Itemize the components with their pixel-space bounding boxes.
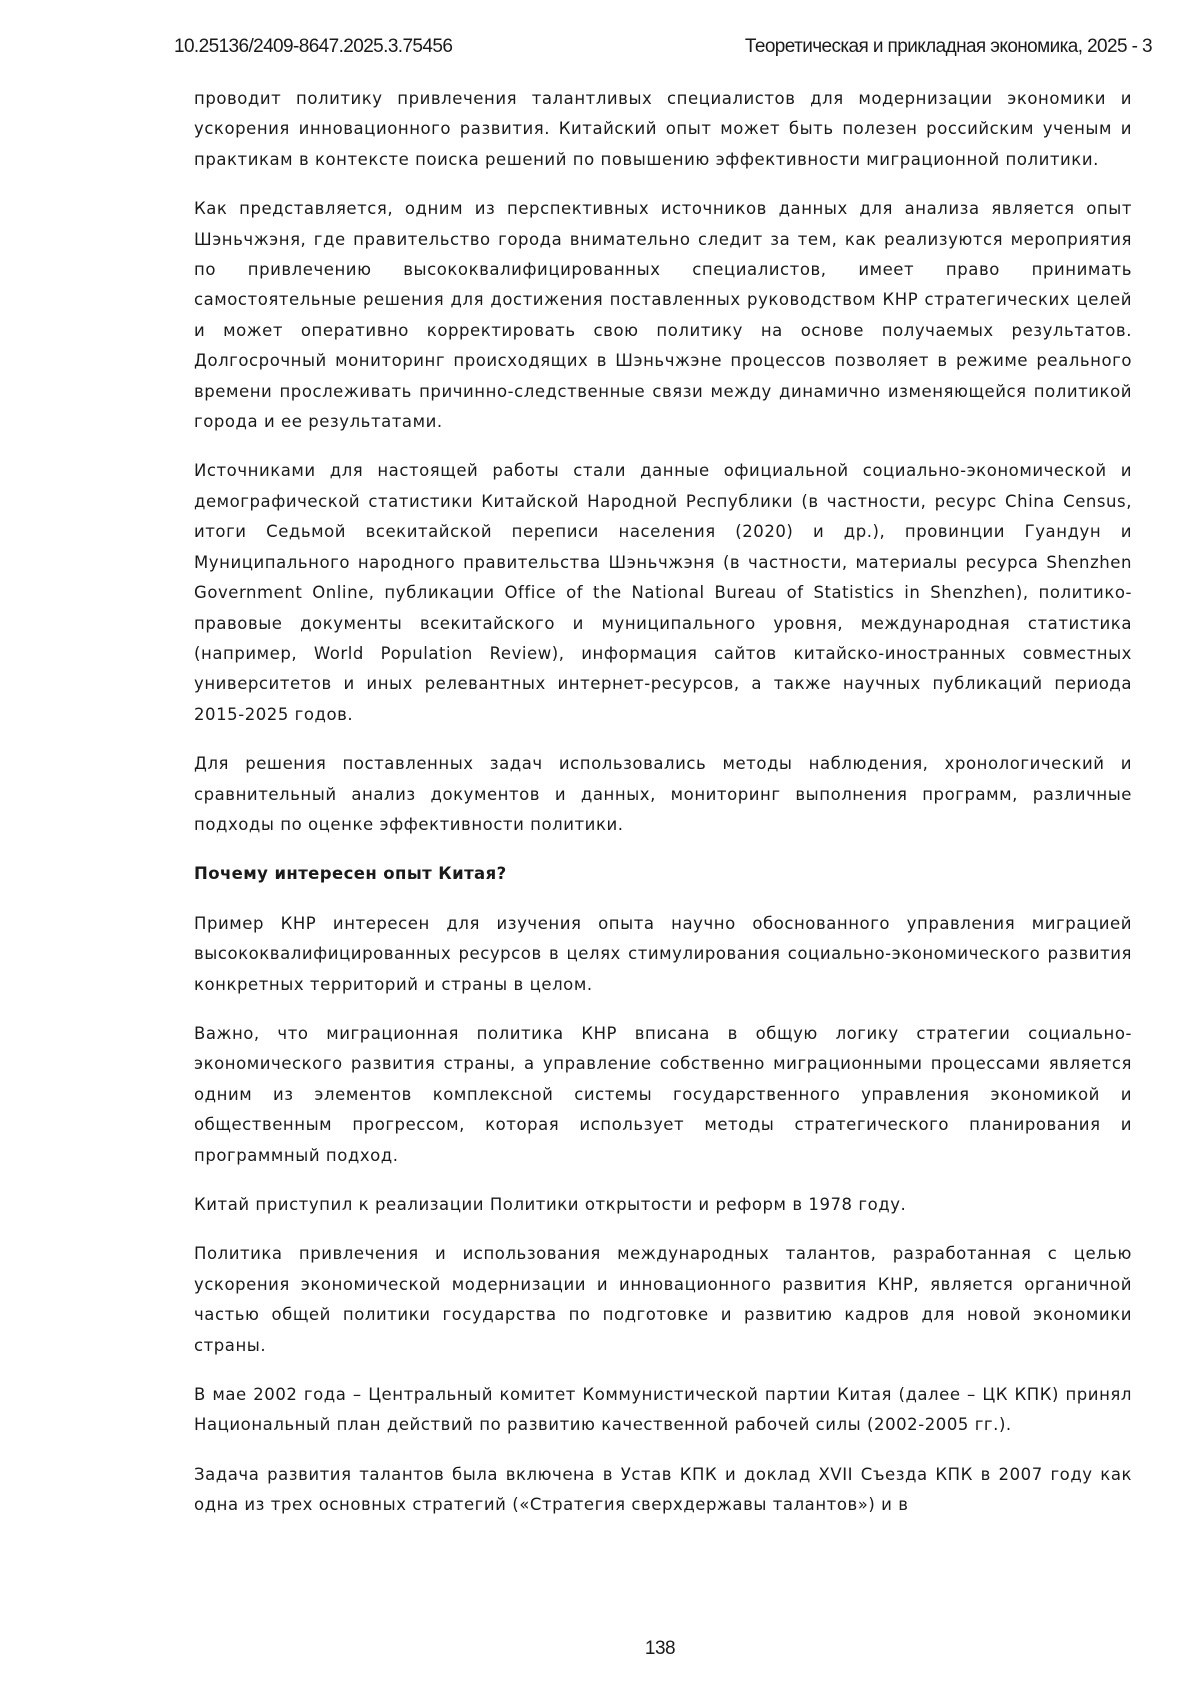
paragraph: Политика привлечения и использования международных талантов, разработанная с целью ускорения экономической модернизации и инновационного развития КНР, является органичной частью общей политики государства по подготовке и развитию кадров для новой экономики страны. [194,1239,1132,1361]
doi-text: 10.25136/2409-8647.2025.3.75456 [174,36,452,58]
paragraph: проводит политику привлечения талантливых специалистов для модернизации экономики и ускорения инновационного развития. Китайский опыт может быть полезен российским ученым и практикам в контексте поиска решений по повышению эффективности миграционной политики. [194,84,1132,175]
paragraph: В мае 2002 года – Центральный комитет Коммунистической партии Китая (далее – ЦК КПК) принял Национальный план действий по развитию качественной рабочей силы (2002-2005 гг.). [194,1380,1132,1441]
running-header [174,36,1152,58]
paragraph: Важно, что миграционная политика КНР вписана в общую логику стратегии социально-экономического развития страны, а управление собственно миграционными процессами является одним из элементов комплексной системы государственного управления экономикой и общественным прогрессом, которая использует методы стратегического планирования и программный подход. [194,1019,1132,1171]
page-number: 138 [0,1638,1200,1660]
paragraph: Пример КНР интересен для изучения опыта научно обоснованного управления миграцией высококвалифицированных ресурсов в целях стимулирования социально-экономического развития конкретных территорий и страны в целом. [194,909,1132,1000]
paragraph: Как представляется, одним из перспективных источников данных для анализа является опыт Шэньчжэня, где правительство города внимательно следит за тем, как реализуются мероприятия по привлечению высококвалифицированных специалистов, имеет право принимать самостоятельные решения для достижения поставленных руководством КНР стратегических целей и может оперативно корректировать свою политику на основе получаемых результатов. Долгосрочный мониторинг происходящих в Шэньчжэне процессов позволяет в режиме реального времени прослеживать причинно-следственные связи между динамично изменяющейся политикой города и ее результатами. [194,194,1132,437]
paragraph: Китай приступил к реализации Политики открытости и реформ в 1978 году. [194,1190,1132,1220]
paragraph: Источниками для настоящей работы стали данные официальной социально-экономической и демографической статистики Китайской Народной Республики (в частности, ресурс China Census, итоги Седьмой всекитайской переписи населения (2020) и др.), провинции Гуандун и Муниципального народного правительства Шэньчжэня (в частности, материалы ресурса Shenzhen Government Online, публикации Office of the National Bureau of Statistics in Shenzhen), политико-правовые документы всекитайского и муниципального уровня, международная статистика (например, World Population Review), информация сайтов китайско-иностранных совместных университетов и иных релевантных интернет-ресурсов, а также научных публикаций периода 2015-2025 годов. [194,456,1132,730]
journal-title: Теоретическая и прикладная экономика, 2025 - 3 [745,36,1152,58]
paragraph: Задача развития талантов была включена в Устав КПК и доклад XVII Съезда КПК в 2007 году как одна из трех основных стратегий («Стратегия сверхдержавы талантов») и в [194,1460,1132,1521]
article-body [194,84,1132,1540]
section-heading: Почему интересен опыт Китая? [194,859,1132,889]
paragraph: Для решения поставленных задач использовались методы наблюдения, хронологический и сравнительный анализ документов и данных, мониторинг выполнения программ, различные подходы по оценке эффективности политики. [194,749,1132,840]
